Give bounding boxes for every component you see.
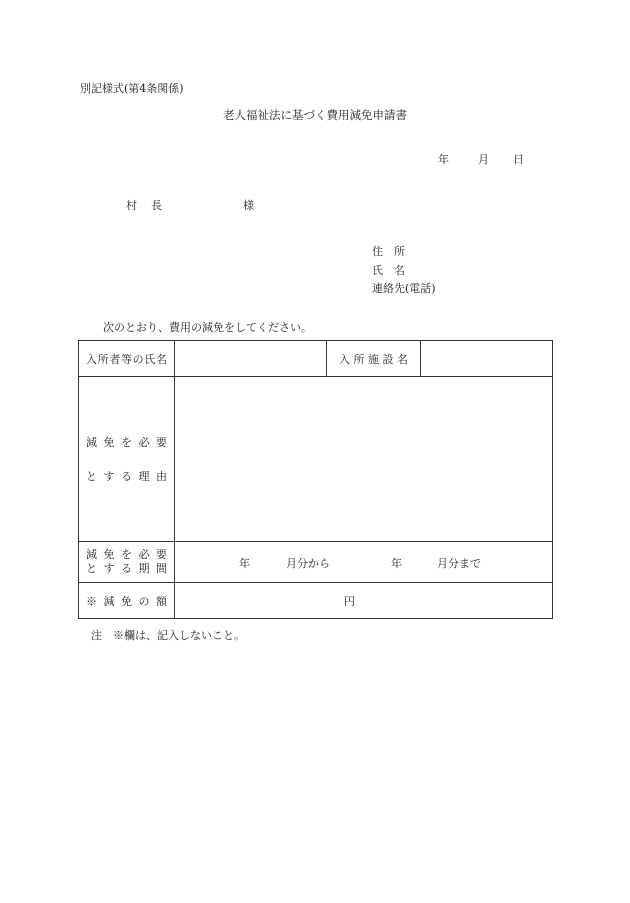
applicant-address-row — [372, 243, 405, 259]
date-day: 日 — [513, 153, 524, 166]
table-row — [79, 583, 553, 619]
reason-field[interactable] — [175, 377, 553, 542]
date-month: 月 — [478, 153, 489, 166]
reason-label-line2: とする理由 — [86, 470, 167, 483]
table-row — [79, 542, 553, 583]
period-to-month: 月分まで — [437, 557, 481, 570]
document-title: 老人福祉法に基づく費用減免申請書 — [223, 108, 407, 122]
addressee — [126, 197, 254, 213]
intro-text: 次のとおり、費用の減免をしてください。 — [103, 321, 312, 334]
applicant-address-label: 住 所 — [372, 245, 405, 258]
form-number: 別記様式(第4条関係) — [80, 82, 184, 95]
table-row — [79, 377, 553, 542]
applicant-name-label: 氏 名 — [372, 264, 405, 277]
amount-unit: 円 — [344, 594, 355, 608]
period-label-line2: とする期間 — [86, 562, 167, 575]
facility-name-label: 入所施設名 — [327, 341, 421, 377]
addressee-honorific: 様 — [243, 199, 254, 212]
date-line — [438, 151, 524, 167]
period-to-year: 年 — [391, 557, 402, 570]
period-label — [79, 542, 175, 583]
table-row — [79, 341, 553, 377]
resident-name-label: 入所者等の氏名 — [79, 341, 175, 377]
period-label-line1: 減免を必要 — [86, 548, 167, 561]
facility-name-field[interactable] — [421, 341, 553, 377]
addressee-mayor: 村長 — [126, 199, 176, 212]
period-from-month: 月分から — [286, 557, 330, 570]
applicant-contact-label: 連絡先(電話) — [372, 282, 436, 295]
period-from-year: 年 — [239, 557, 250, 570]
reason-label — [79, 377, 175, 542]
amount-label: ※減免の額 — [79, 583, 175, 619]
amount-field[interactable] — [175, 583, 553, 619]
applicant-name-row — [372, 262, 405, 278]
applicant-contact-row — [372, 280, 436, 296]
date-year: 年 — [438, 153, 449, 166]
application-table — [78, 340, 553, 619]
note-text: 注 ※欄は、記入しないこと。 — [91, 629, 245, 642]
reason-label-line1: 減免を必要 — [86, 436, 167, 449]
resident-name-field[interactable] — [175, 341, 327, 377]
period-field[interactable] — [175, 542, 553, 583]
